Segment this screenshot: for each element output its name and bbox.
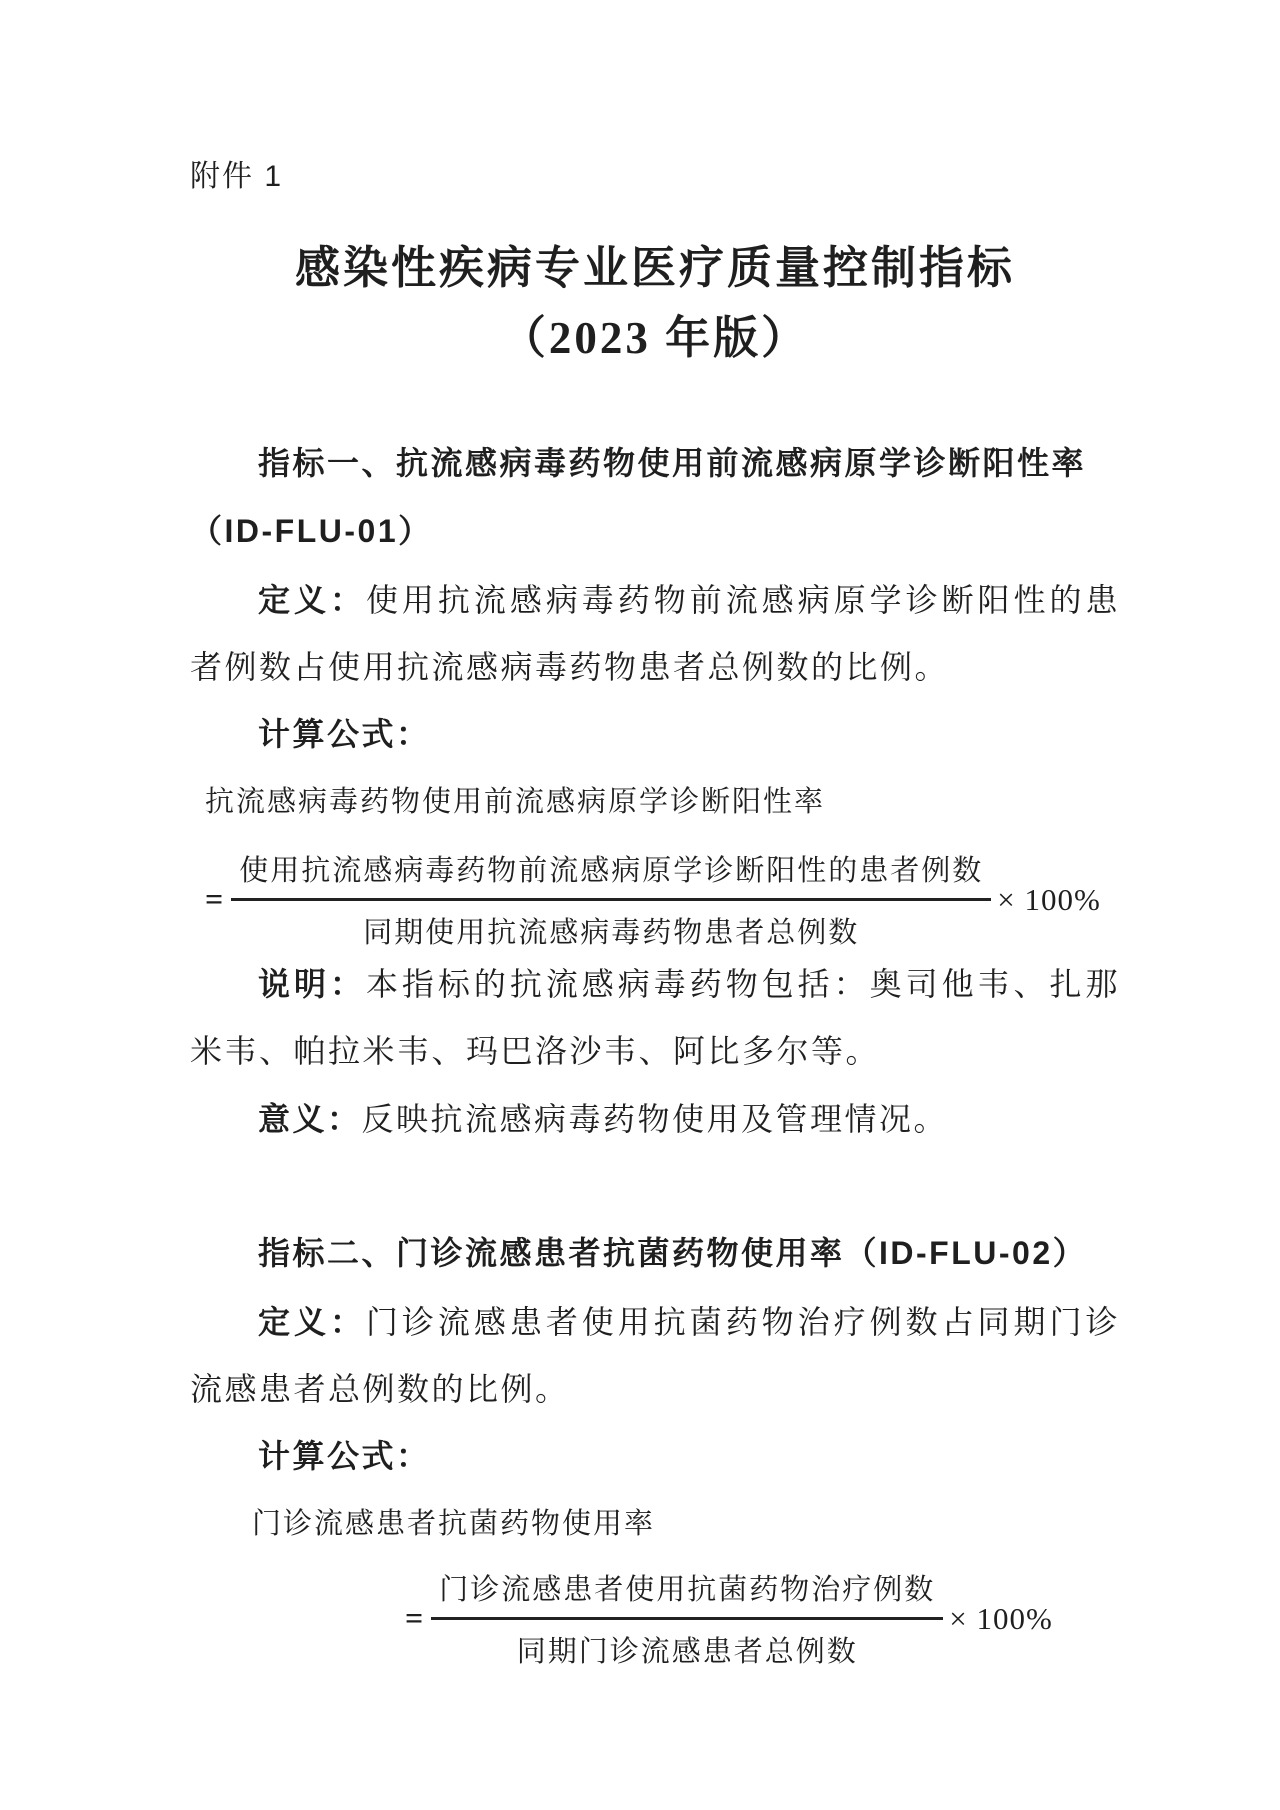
indicator2-definition xyxy=(190,1289,1120,1423)
indicator1-note-text: 本指标的抗流感病毒药物包括：奥司他韦、扎那米韦、帕拉米韦、玛巴洛沙韦、阿比多尔等。 xyxy=(190,966,1120,1069)
indicator1-formula-multiplier: × 100% xyxy=(997,881,1101,917)
indicator1-note xyxy=(190,951,1120,1085)
indicator2-formula-denominator: 同期门诊流感患者总例数 xyxy=(516,1636,858,1668)
indicator2-formula-numerator: 门诊流感患者使用抗菌药物治疗例数 xyxy=(431,1567,943,1620)
indicator2-formula-fraction-row xyxy=(405,1567,1120,1670)
indicator2-formula-label-row xyxy=(190,1423,1120,1490)
indicator1-formula-fraction-row xyxy=(205,848,1120,951)
indicator1-definition-text: 使用抗流感病毒药物前流感病原学诊断阳性的患者例数占使用抗流感病毒药物患者总例数的比例。 xyxy=(190,582,1120,685)
indicator2-definition-text: 门诊流感患者使用抗菌药物治疗例数占同期门诊流感患者总例数的比例。 xyxy=(190,1304,1120,1407)
indicator1-formula-lhs: 抗流感病毒药物使用前流感病原学诊断阳性率 xyxy=(205,786,826,818)
indicator1-note-label: 说明： xyxy=(258,966,366,1002)
indicator1-definition-label: 定义： xyxy=(258,582,366,618)
indicator1-significance xyxy=(190,1086,1120,1153)
indicator1-definition xyxy=(190,567,1120,701)
indicator2-definition-label: 定义： xyxy=(258,1304,366,1340)
document-title xyxy=(190,233,1120,373)
indicator2-formula-multiplier: × 100% xyxy=(949,1600,1053,1636)
indicator1-heading-id: （ID-FLU-01） xyxy=(190,513,433,549)
indicator1-significance-label: 意义： xyxy=(258,1101,362,1137)
indicator2-formula-fraction xyxy=(431,1567,943,1670)
indicator2-heading xyxy=(190,1219,1120,1287)
indicator2-heading-line: 指标二、门诊流感患者抗菌药物使用率（ID-FLU-02） xyxy=(258,1235,1088,1271)
indicator1-heading-line-1: 指标一、抗流感病毒药物使用前流感病原学诊断阳性率 xyxy=(258,445,1087,481)
indicator1-heading xyxy=(190,429,1120,565)
document-title-line-2: （2023 年版） xyxy=(500,313,810,363)
indicator2-formula xyxy=(190,1504,1120,1670)
indicator1-formula-label: 计算公式： xyxy=(258,716,431,752)
attachment-label: 附件 1 xyxy=(190,160,284,193)
indicator1-formula-fraction xyxy=(231,848,991,951)
indicator1-significance-text: 反映抗流感病毒药物使用及管理情况。 xyxy=(361,1101,949,1137)
indicator1-formula xyxy=(190,782,1120,951)
document-title-line-1: 感染性疾病专业医疗质量控制指标 xyxy=(294,243,1015,293)
indicator2-formula-label: 计算公式： xyxy=(258,1438,431,1474)
indicator1-formula-numerator: 使用抗流感病毒药物前流感病原学诊断阳性的患者例数 xyxy=(231,848,991,901)
equals-sign: = xyxy=(405,1600,424,1636)
indicator2-formula-lhs: 门诊流感患者抗菌药物使用率 xyxy=(252,1508,656,1540)
indicator1-formula-denominator: 同期使用抗流感病毒药物患者总例数 xyxy=(363,917,860,949)
indicator1-formula-label-row xyxy=(190,701,1120,768)
equals-sign: = xyxy=(205,881,224,917)
